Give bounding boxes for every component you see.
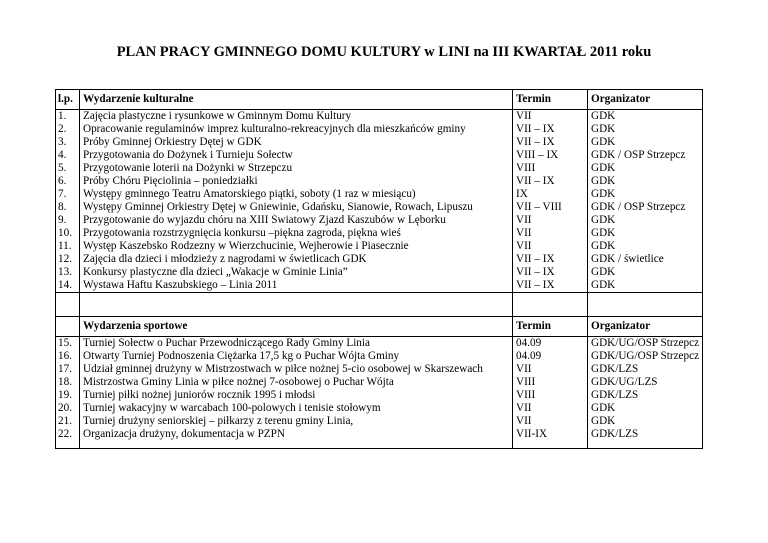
row-number: 20. <box>56 402 80 415</box>
row-organizer: GDK <box>588 162 703 175</box>
row-organizer: GDK/UG/LZS <box>588 376 703 389</box>
row-term: 04.09 <box>513 350 588 363</box>
row-event: Turniej Sołectw o Puchar Przewodniczącego Rady Gminy Linia <box>80 337 513 351</box>
row-number: 9. <box>56 214 80 227</box>
row-event: Konkursy plastyczne dla dzieci „Wakacje w Gminie Linia” <box>80 266 513 279</box>
sports-section <box>56 293 703 449</box>
row-term: VII – IX <box>513 279 588 293</box>
table-row <box>56 253 703 266</box>
row-number: 11. <box>56 240 80 253</box>
row-term: VII <box>513 214 588 227</box>
table-row <box>56 227 703 240</box>
row-organizer: GDK <box>588 123 703 136</box>
row-number: 10. <box>56 227 80 240</box>
row-event: Przygotowania do Dożynek i Turnieju Sołectw <box>80 149 513 162</box>
row-number: 13. <box>56 266 80 279</box>
row-organizer: GDK / OSP Strzepcz <box>588 201 703 214</box>
row-organizer: GDK <box>588 402 703 415</box>
row-number: 17. <box>56 363 80 376</box>
row-event: Występy Gminnej Orkiestry Dętej w Gniewinie, Gdańsku, Sianowie, Rowach, Lipuszu <box>80 201 513 214</box>
row-organizer: GDK <box>588 110 703 124</box>
row-number: 6. <box>56 175 80 188</box>
row-term: VII <box>513 402 588 415</box>
table-row <box>56 149 703 162</box>
row-number: 7. <box>56 188 80 201</box>
row-term: VII <box>513 240 588 253</box>
row-number: 1. <box>56 110 80 124</box>
table-row <box>56 428 703 441</box>
header-sport-organizer: Organizator <box>588 317 703 337</box>
row-number: 12. <box>56 253 80 266</box>
section-spacer <box>56 293 703 317</box>
row-organizer: GDK / świetlice <box>588 253 703 266</box>
row-event: Próby Chóru Pięciolinia – poniedziałki <box>80 175 513 188</box>
table-bottom-spacer <box>56 441 703 449</box>
row-organizer: GDK <box>588 136 703 149</box>
row-organizer: GDK <box>588 175 703 188</box>
header-organizer: Organizator <box>588 90 703 110</box>
row-organizer: GDK <box>588 188 703 201</box>
sports-header-row <box>56 317 703 337</box>
row-term: 04.09 <box>513 337 588 351</box>
row-event: Organizacja drużyny, dokumentacja w PZPN <box>80 428 513 441</box>
row-organizer: GDK <box>588 266 703 279</box>
row-term: VII <box>513 110 588 124</box>
row-term: VII <box>513 363 588 376</box>
table-row <box>56 389 703 402</box>
table-row <box>56 337 703 351</box>
row-term: VII – IX <box>513 266 588 279</box>
row-event: Turniej wakacyjny w warcabach 100-polowych i tenisie stołowym <box>80 402 513 415</box>
row-number: 2. <box>56 123 80 136</box>
table-row <box>56 175 703 188</box>
table-row <box>56 415 703 428</box>
table-row <box>56 376 703 389</box>
row-event: Występ Kaszebsko Rodzezny w Wierzchucinie, Wejherowie i Piasecznie <box>80 240 513 253</box>
row-event: Przygotowanie do wyjazdu chóru na XIII Światowy Zjazd Kaszubów w Lęborku <box>80 214 513 227</box>
row-term: VIII <box>513 376 588 389</box>
row-term: VII – IX <box>513 136 588 149</box>
row-number: 22. <box>56 428 80 441</box>
row-organizer: GDK <box>588 214 703 227</box>
row-event: Turniej drużyny seniorskiej – piłkarzy z terenu gminy Linia, <box>80 415 513 428</box>
row-event: Opracowanie regulaminów imprez kulturalno-rekreacyjnych dla mieszkańców gminy <box>80 123 513 136</box>
row-term: VIII – IX <box>513 149 588 162</box>
row-number: 8. <box>56 201 80 214</box>
cultural-header-row <box>56 90 703 110</box>
row-organizer: GDK/LZS <box>588 389 703 402</box>
table-row <box>56 136 703 149</box>
table-row <box>56 188 703 201</box>
row-number: 18. <box>56 376 80 389</box>
row-event: Wystawa Haftu Kaszubskiego – Linia 2011 <box>80 279 513 293</box>
row-term: VII – VIII <box>513 201 588 214</box>
table-row <box>56 201 703 214</box>
row-organizer: GDK/UG/OSP Strzepcz <box>588 337 703 351</box>
row-number: 3. <box>56 136 80 149</box>
row-term: VII – IX <box>513 123 588 136</box>
row-term: VII – IX <box>513 175 588 188</box>
row-number: 19. <box>56 389 80 402</box>
row-term: VII – IX <box>513 253 588 266</box>
row-term: VII <box>513 415 588 428</box>
row-event: Udział gminnej drużyny w Mistrzostwach w piłce nożnej 5-cio osobowej w Skarszewach <box>80 363 513 376</box>
row-number: 16. <box>56 350 80 363</box>
row-organizer: GDK <box>588 240 703 253</box>
header-lp: l.p. <box>56 90 80 110</box>
header-event: Wydarzenie kulturalne <box>80 90 513 110</box>
row-organizer: GDK <box>588 279 703 293</box>
row-event: Przygotowania rozstrzygnięcia konkursu –piękna zagroda, piękna wieś <box>80 227 513 240</box>
row-organizer: GDK / OSP Strzepcz <box>588 149 703 162</box>
row-organizer: GDK/LZS <box>588 363 703 376</box>
header-term: Termin <box>513 90 588 110</box>
row-term: VIII <box>513 162 588 175</box>
header-sport-event: Wydarzenia sportowe <box>80 317 513 337</box>
row-organizer: GDK/LZS <box>588 428 703 441</box>
table-row <box>56 266 703 279</box>
table-row <box>56 279 703 293</box>
row-term: VII <box>513 227 588 240</box>
row-organizer: GDK <box>588 415 703 428</box>
row-term: IX <box>513 188 588 201</box>
table-row <box>56 240 703 253</box>
row-number: 21. <box>56 415 80 428</box>
table-row <box>56 214 703 227</box>
row-event: Próby Gminnej Orkiestry Dętej w GDK <box>80 136 513 149</box>
cultural-section <box>56 90 703 293</box>
row-event: Turniej piłki nożnej juniorów rocznik 1995 i młodsi <box>80 389 513 402</box>
row-event: Występy gminnego Teatru Amatorskiego piątki, soboty (1 raz w miesiącu) <box>80 188 513 201</box>
row-organizer: GDK <box>588 227 703 240</box>
row-number: 5. <box>56 162 80 175</box>
row-event: Zajęcia plastyczne i rysunkowe w Gminnym Domu Kultury <box>80 110 513 124</box>
table-row <box>56 123 703 136</box>
table-row <box>56 350 703 363</box>
row-term: VII-IX <box>513 428 588 441</box>
page-title: PLAN PRACY GMINNEGO DOMU KULTURY w LINI na III KWARTAŁ 2011 roku <box>116 44 652 60</box>
row-event: Zajęcia dla dzieci i młodzieży z nagrodami w świetlicach GDK <box>80 253 513 266</box>
row-organizer: GDK/UG/OSP Strzepcz <box>588 350 703 363</box>
table-row <box>56 162 703 175</box>
header-sport-term: Termin <box>513 317 588 337</box>
row-number: 4. <box>56 149 80 162</box>
table-row <box>56 402 703 415</box>
plan-table <box>55 89 703 449</box>
row-term: VIII <box>513 389 588 402</box>
row-event: Otwarty Turniej Podnoszenia Ciężarka 17,5 kg o Puchar Wójta Gminy <box>80 350 513 363</box>
row-event: Mistrzostwa Gminy Linia w piłce nożnej 7-osobowej o Puchar Wójta <box>80 376 513 389</box>
table-row <box>56 363 703 376</box>
row-number: 14. <box>56 279 80 293</box>
row-number: 15. <box>56 337 80 351</box>
table-row <box>56 110 703 124</box>
row-event: Przygotowanie loterii na Dożynki w Strzepczu <box>80 162 513 175</box>
